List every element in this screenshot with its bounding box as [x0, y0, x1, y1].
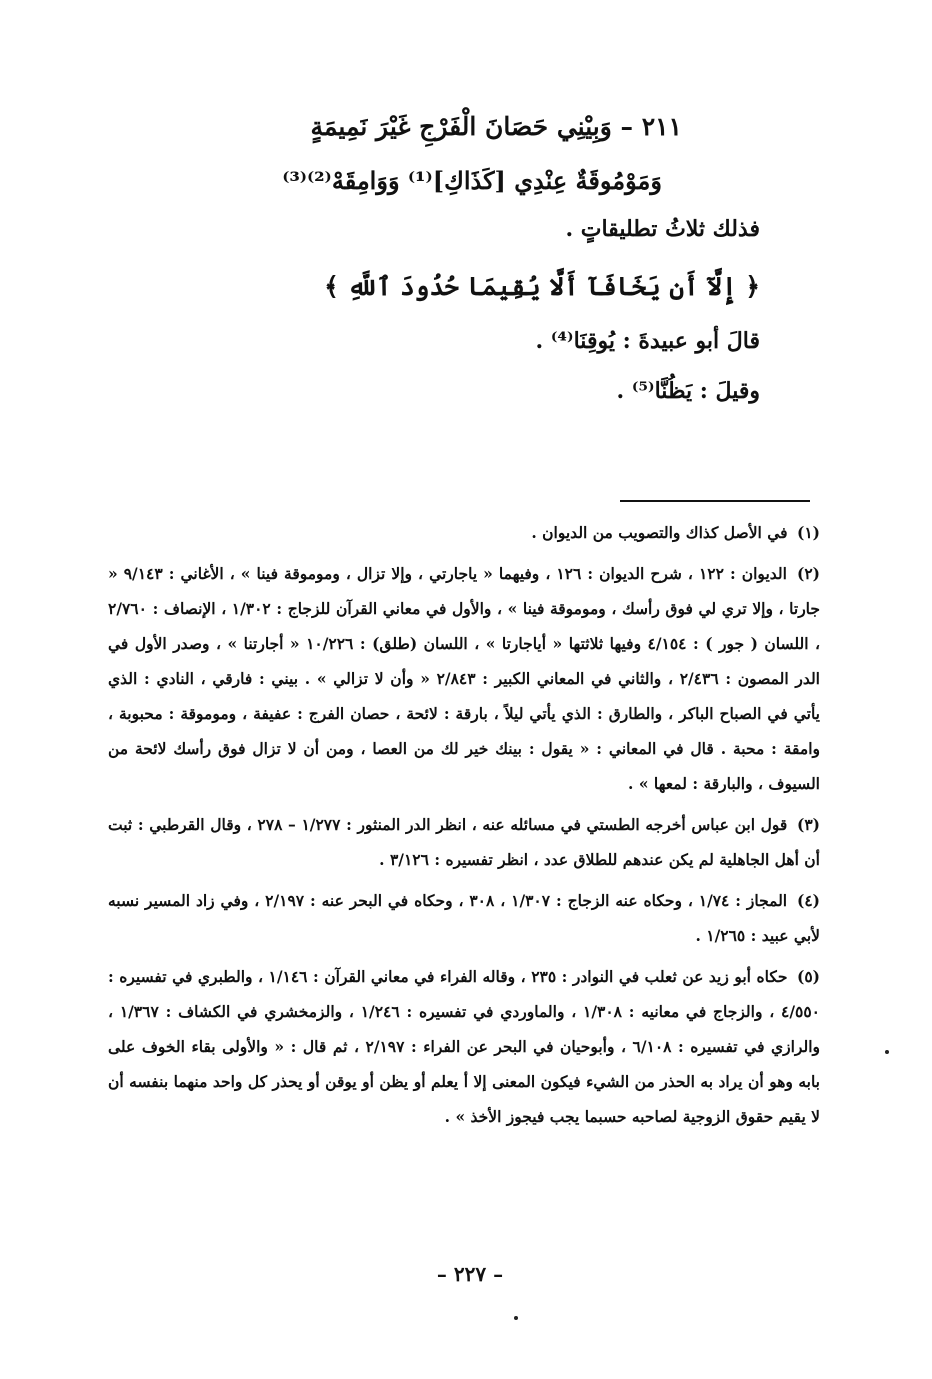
footnote-number: (١): [796, 523, 820, 542]
verse-line-1: ٢١١ – وَبِيْنِي حَصَانَ الْفَرْجِ غَيْرَ نَمِيمَةٍ: [310, 112, 682, 141]
footnote-number: (٤): [796, 891, 820, 910]
footnote-4: [108, 883, 820, 953]
qil-line: وقيلَ : يَظُنَّا⁽⁵⁾ .: [616, 378, 760, 404]
footnote-number: (٣): [796, 815, 820, 834]
footnote-text: حكاه أبو زيد عن ثعلب في النوادر : ٢٣٥ ، وقاله الفراء في معاني القرآن : ١/١٤٦ ، والطبري في تفسيره : ٤/٥٥٠ ، والزجاج في معانيه : ١/٣٠٨ ، والماوردي في تفسيره : ١/٢٤٦ ، والزمخشري في الكشاف : ١/٣٦٧ ، والرازي في تفسيره : ٦/١٠٨ ، وأبوحيان في البحر عن الفراء : ٢/١٩٧ ، ثم قال : « والأولى بقاء الخوف على بابه وهو أن يراد به الحذر من الشيء فيكون المعنى إلا أ يعلم أو يظن أو يوقن أو يحذر كل واحد منهما بنفسه أن لا يقيم حقوق الزوجية لصاحبه حسبما يجب فيجوز الأخذ » .: [108, 967, 820, 1126]
margin-dot: [514, 1316, 518, 1320]
abu-ubayda-line: قالَ أبو عبيدةَ : يُوقِنَا⁽⁴⁾ .: [535, 328, 760, 354]
page-number: – ٢٢٧ –: [436, 1262, 504, 1286]
three-divorces-line: فذلك ثلاثُ تطليقاتٍ .: [565, 216, 760, 242]
footnote-text: في الأصل كذاك والتصويب من الديوان .: [531, 523, 788, 542]
footnote-1: [108, 515, 820, 550]
footnotes: [108, 515, 820, 1140]
quran-quote: ﴿ إِلَّآ أَن يَخَافَآ أَلَّا يُقِيمَا حُدُودَ ٱللَّهِ ﴾: [324, 272, 760, 301]
footnote-number: (٢): [796, 564, 820, 583]
footnote-2: [108, 556, 820, 801]
footnote-text: الديوان : ١٢٢ ، شرح الديوان : ١٢٦ ، وفيهما « ياجارتي ، وإلا تزال ، وموموقة فينا » ، الأغاني : ٩/١٤٣ « جارتا ، وإلا تري لي فوق رأسك ، وموموقة فينا » ، والأول في معاني القرآن للزجاج : ١/٣٠٢ ، الإنصاف : ٢/٧٦٠ ، اللسان ( جور ) : ٤/١٥٤ وفيها ثلاثتها « أياجارتا » ، اللسان (طلق) : ١٠/٢٢٦ « أجارتنا » ، وصدر الأول في الدر المصون : ٢/٤٣٦ ، والثاني في المعاني الكبير : ٢/٨٤٣ « وأن لا تزالي » . بيني : فارقي ، النادي : الذي يأتي في الصباح الباكر ، والطارق : الذي يأتي ليلاً ، بارقة : لائحة ، حصان الفرج : عفيفة ، وموموقة : محبوبة ، وامقة : محبة . قال في المعاني : « يقول : بينك خير لك من العصا ، ومن أن لا تزال فوق رأسك لائحة من السيوف ، والبارقة : لمعها » .: [108, 564, 820, 793]
footnote-3: [108, 807, 820, 877]
footnote-text: المجاز : ١/٧٤ ، وحكاه عنه الزجاج : ١/٣٠٧ ، ٣٠٨ ، وحكاه في البحر عنه : ٢/١٩٧ ، وفي زاد المسير نسبه لأبي عبيد : ١/٢٦٥ .: [108, 891, 820, 945]
footnote-divider: [620, 500, 810, 502]
margin-dot: [885, 1050, 889, 1054]
verse-line-2: وَمَوْمُوقَةٌ عِنْدِي [كَذَاكِ]⁽¹⁾ وَوَامِقَهْ⁽²⁾⁽³⁾: [282, 166, 662, 195]
footnote-5: [108, 959, 820, 1134]
footnote-number: (٥): [796, 967, 820, 986]
footnote-text: قول ابن عباس أخرجه الطستي في مسائله عنه ، انظر الدر المنثور : ١/٢٧٧ – ٢٧٨ ، وقال القرطبي : ثبت أن أهل الجاهلية لم يكن عندهم للطلاق عدد ، انظر تفسيره : ٣/١٢٦ .: [108, 815, 820, 869]
